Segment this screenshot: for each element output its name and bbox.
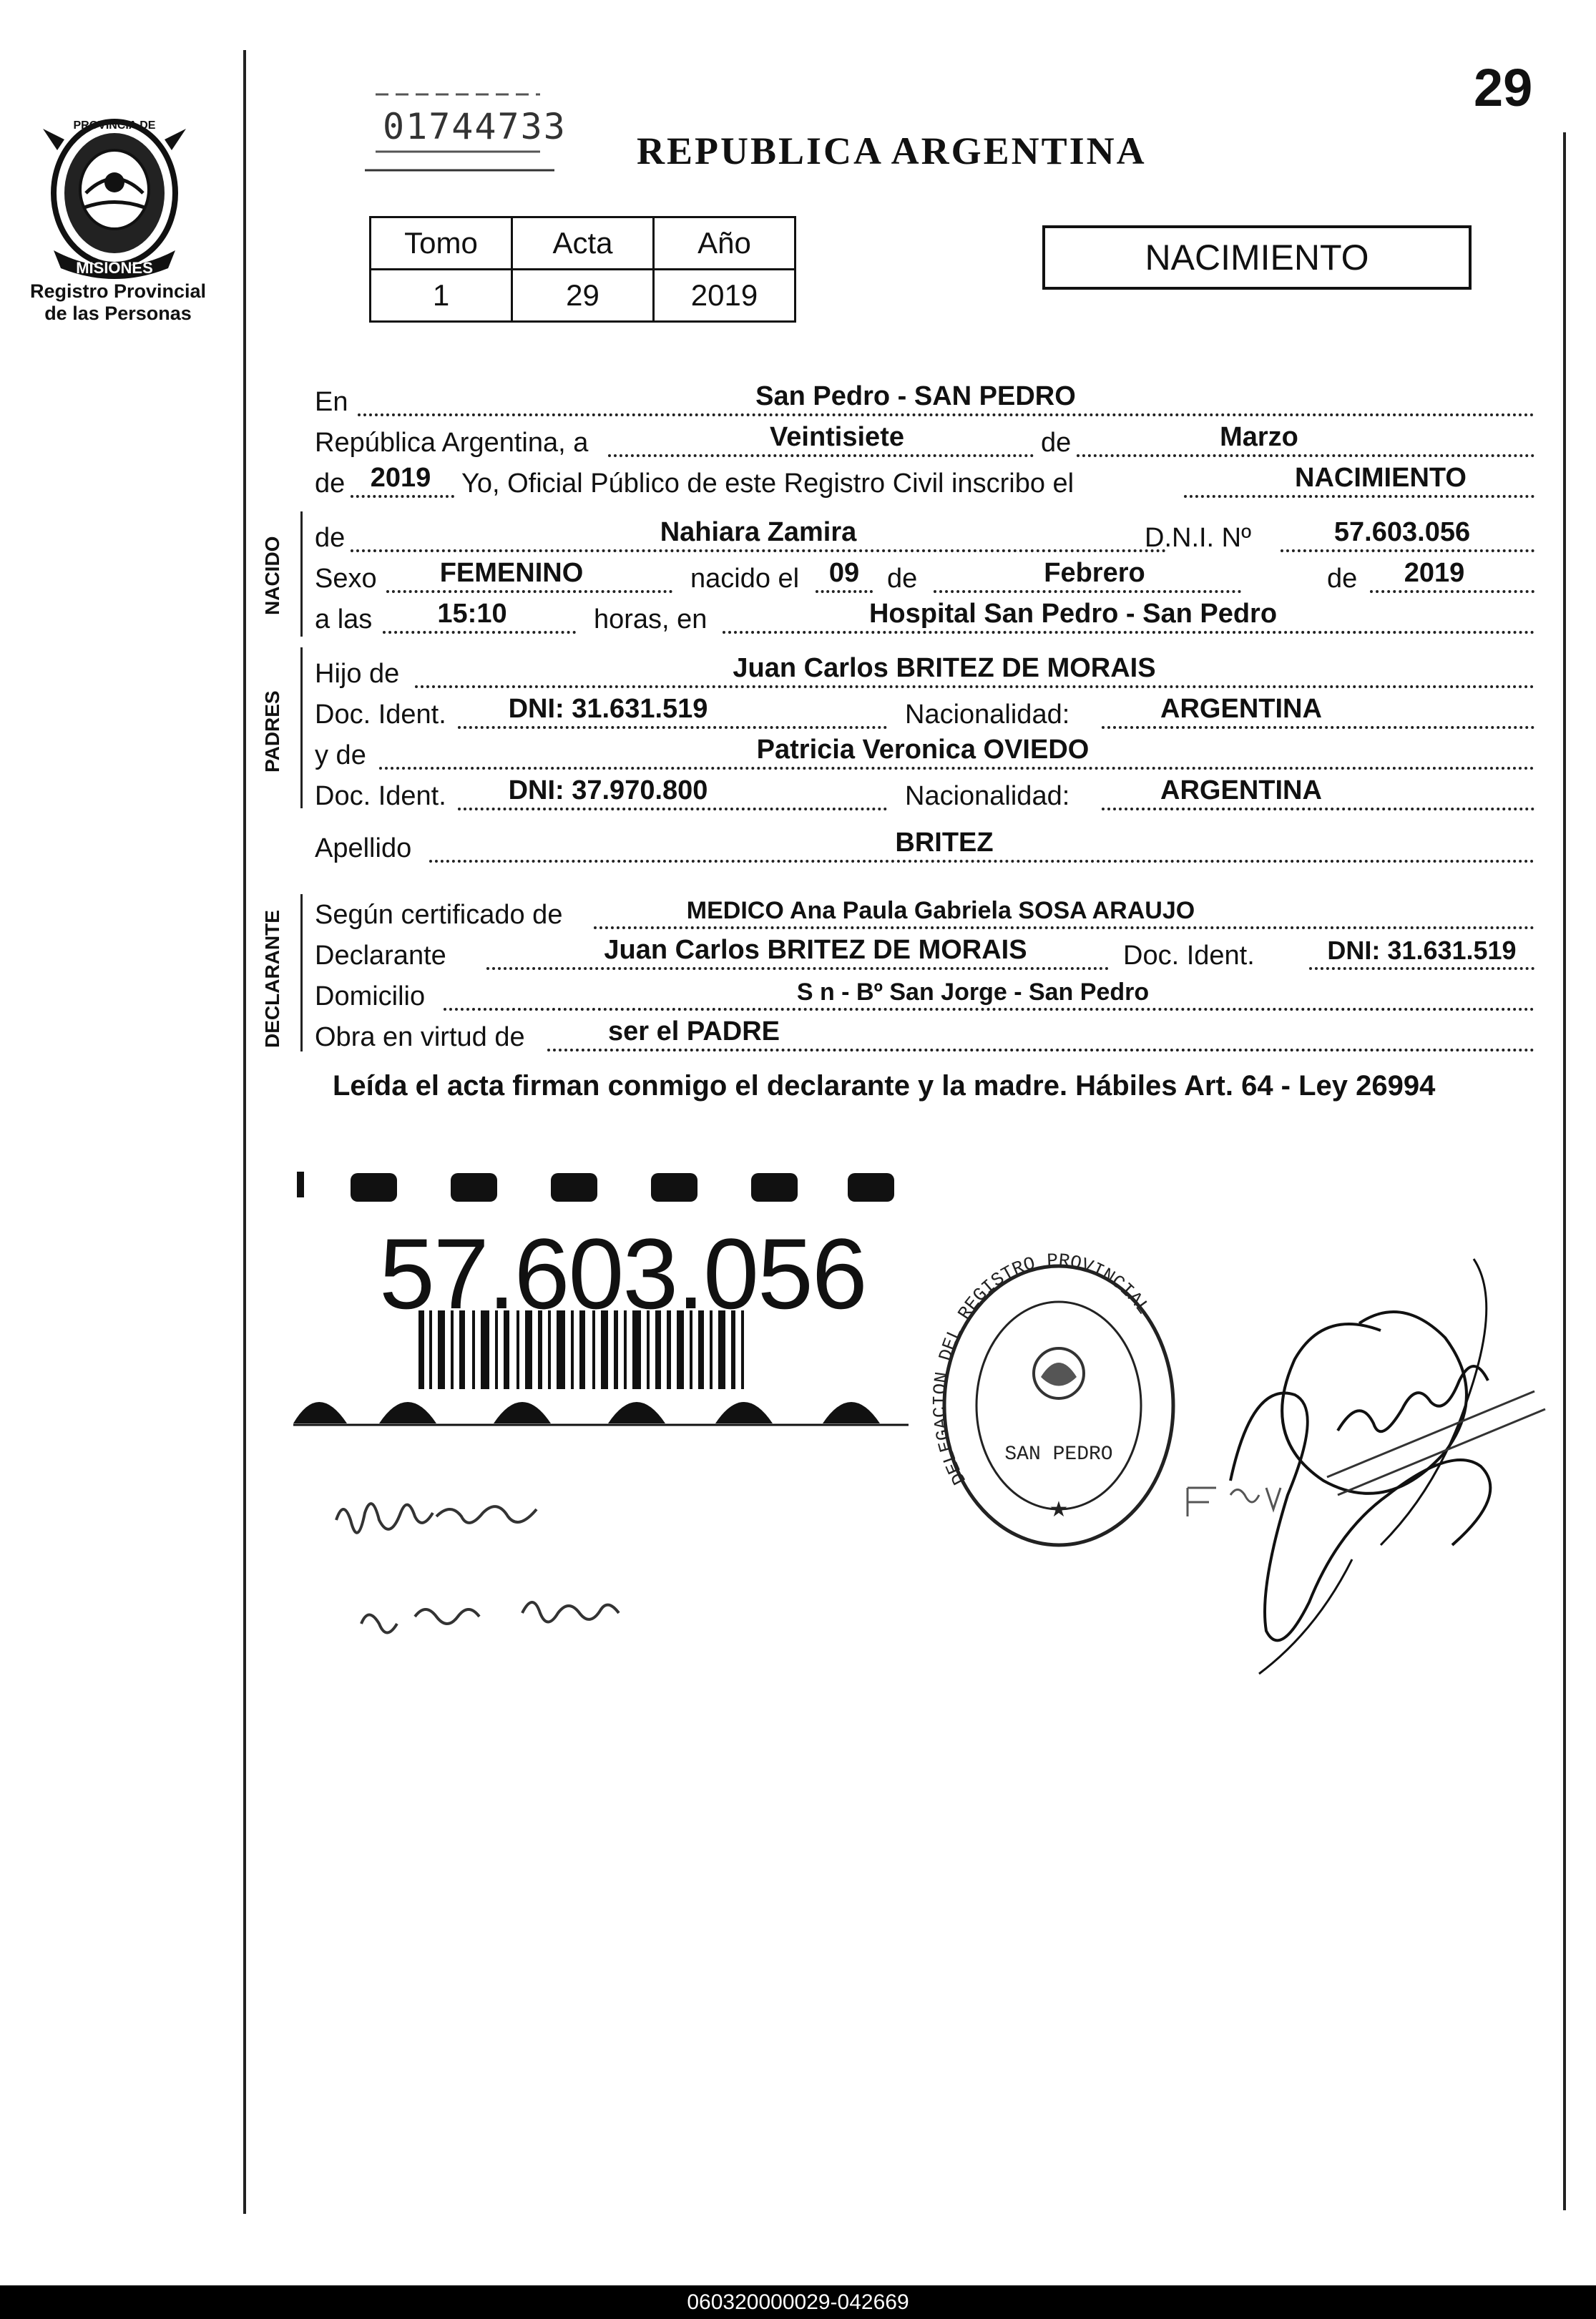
org-line-2: de las Personas [44, 303, 192, 324]
label-republica: República Argentina, a [315, 428, 589, 458]
side-label-padres: PADRES [261, 690, 283, 773]
value-lugar: Hospital San Pedro - San Pedro [868, 599, 1278, 629]
value-obra: ser el PADRE [607, 1016, 780, 1046]
label-obra: Obra en virtud de [315, 1022, 525, 1052]
label-padre-nac: Nacionalidad: [905, 700, 1070, 730]
label-declarante: Declarante [315, 941, 446, 971]
value-madre-nac: ARGENTINA [1160, 775, 1322, 805]
label-de-bmonth: de [887, 564, 918, 594]
country-title: REPUBLICA ARGENTINA [637, 129, 1147, 172]
label-de-nombre: de [315, 523, 346, 553]
row-padre [315, 649, 1534, 692]
row-padre-doc [315, 690, 1534, 733]
page-number: 29 [1474, 58, 1533, 117]
registry-table-values [371, 270, 795, 322]
row-apellido [315, 824, 1534, 867]
label-padre-doc: Doc. Ident. [315, 700, 446, 730]
record-type-box: NACIMIENTO [1042, 225, 1472, 290]
stamp-ring-text: DELEGACION DEL REGISTRO PROVINCIAL [929, 1250, 1155, 1489]
value-nombre: Nahiara Zamira [660, 517, 857, 547]
madre-signature [293, 2152, 298, 2153]
value-birth-day: 09 [828, 558, 860, 588]
label-apellido: Apellido [315, 833, 412, 863]
org-line-1: Registro Provincial [29, 280, 207, 302]
row-domicilio [315, 972, 1534, 1015]
value-padre-doc: DNI: 31.631.519 [508, 694, 708, 724]
value-apellido: BRITEZ [895, 828, 994, 858]
value-madre-doc: DNI: 37.970.800 [508, 775, 708, 805]
seal-bottom-text: MISIONES [76, 259, 153, 277]
right-margin-line [1563, 132, 1566, 2210]
registry-table-header [371, 217, 795, 270]
row-republica [315, 418, 1534, 461]
official-signature [1173, 1230, 1560, 1702]
value-year: 2019 [370, 463, 431, 493]
nacido-bar [300, 511, 303, 637]
value-day: Veintisiete [770, 422, 904, 452]
row-madre-doc [315, 772, 1534, 815]
value-tomo: 1 [371, 270, 512, 322]
row-sexo [315, 554, 1534, 597]
madre-signature-stroke [361, 1602, 619, 1633]
value-dni: 57.603.056 [1333, 517, 1471, 547]
side-label-nacido: NACIDO [261, 536, 283, 615]
header-tomo: Tomo [371, 217, 512, 270]
value-declarante: Juan Carlos BRITEZ DE MORAIS [604, 935, 1027, 965]
serial-number: 01744733 [383, 106, 567, 147]
left-margin-line [243, 50, 246, 2214]
footer-code: 060320000029-042669 [0, 2285, 1596, 2319]
label-de-byear: de [1327, 564, 1358, 594]
label-y-de: y de [315, 740, 366, 770]
label-de-month: de [1041, 428, 1072, 458]
stamp-center-text: SAN PEDRO [1004, 1443, 1113, 1466]
seal-top-text: PROVINCIA DE [73, 119, 156, 132]
value-certificado: MEDICO Ana Paula Gabriela SOSA ARAUJO [686, 897, 1195, 924]
row-en [315, 378, 1534, 421]
label-yo: Yo, Oficial Público de este Registro Civil inscribo el [461, 469, 1074, 499]
registry-stamp [923, 1245, 1195, 1559]
value-en: San Pedro - SAN PEDRO [755, 381, 1076, 411]
svg-text:★: ★ [1049, 1498, 1069, 1521]
value-ano: 2019 [654, 270, 795, 322]
misiones-coat-of-arms-icon [29, 107, 200, 286]
value-birth-year: 2019 [1404, 558, 1465, 588]
dni-sticker-number: 57.603.056 [379, 1217, 866, 1330]
label-horas-en: horas, en [594, 604, 708, 634]
label-sexo: Sexo [315, 564, 377, 594]
padres-bar [300, 647, 303, 808]
label-domicilio: Domicilio [315, 981, 426, 1011]
label-madre-nac: Nacionalidad: [905, 781, 1070, 811]
header-acta: Acta [512, 217, 654, 270]
label-en: En [315, 387, 348, 417]
closing-text: Leída el acta firman conmigo el declarante y la madre. Hábiles Art. 64 - Ley 26994 [333, 1070, 1436, 1102]
row-obra [315, 1013, 1534, 1056]
label-declarante-doc: Doc. Ident. [1123, 941, 1255, 971]
registry-table [369, 216, 796, 323]
value-padre-nac: ARGENTINA [1160, 694, 1322, 724]
label-nacido: nacido el [690, 564, 800, 594]
value-birth-month: Febrero [1044, 558, 1145, 588]
value-inscribo: NACIMIENTO [1295, 463, 1467, 493]
value-domicilio: S n - Bº San Jorge - San Pedro [796, 979, 1150, 1006]
label-hijo-de: Hijo de [315, 659, 400, 689]
row-certificado [315, 891, 1534, 933]
row-hora [315, 595, 1534, 638]
label-dni: D.N.I. Nº [1145, 523, 1251, 553]
header-ano: Año [654, 217, 795, 270]
declarante-signature-stroke [336, 1504, 537, 1533]
value-acta: 29 [512, 270, 654, 322]
value-month: Marzo [1220, 422, 1298, 452]
row-year [315, 459, 1534, 502]
row-madre [315, 731, 1534, 774]
row-nombre [315, 514, 1534, 557]
value-hora: 15:10 [437, 599, 507, 629]
declarante-bar [300, 894, 303, 1051]
value-padre: Juan Carlos BRITEZ DE MORAIS [733, 653, 1156, 683]
org-name [18, 280, 218, 325]
value-sexo: FEMENINO [439, 558, 584, 588]
row-declarante [315, 931, 1534, 974]
label-a-las: a las [315, 604, 373, 634]
value-declarante-doc: DNI: 31.631.519 [1327, 936, 1517, 965]
value-madre: Patricia Veronica OVIEDO [756, 735, 1090, 765]
label-certificado: Según certificado de [315, 900, 563, 930]
side-label-declarante: DECLARANTE [261, 910, 283, 1048]
label-madre-doc: Doc. Ident. [315, 781, 446, 811]
label-de-year: de [315, 469, 346, 499]
